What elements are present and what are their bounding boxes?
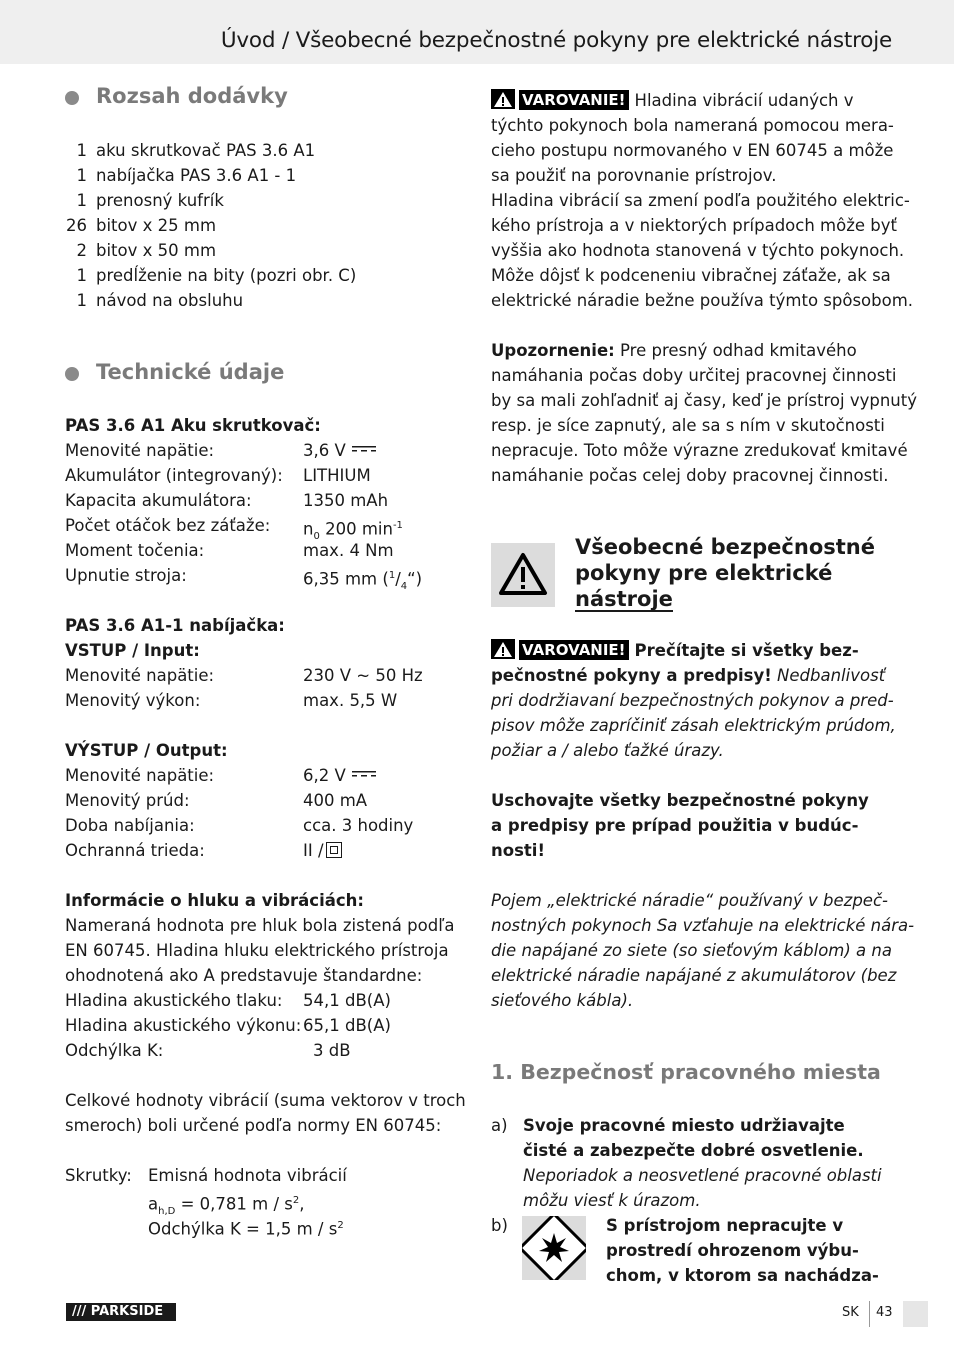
item-b-marker: b) [491,1216,508,1235]
scope-item: bitov x 25 mm [96,216,217,235]
screw-spec-value: 3,6 V [303,438,377,463]
explosion-hazard-icon [522,1216,586,1280]
vibration-line: smeroch) boli určené podľa normy EN 60745: [65,1116,442,1135]
noise-value: 65,1 dB(A) [303,1016,391,1035]
scope-qty: 1 [76,266,87,285]
scope-qty: 1 [76,166,87,185]
charger-title: PAS 3.6 A1-1 nabíjačka: [65,616,285,635]
scope-item: návod na obsluhu [96,291,244,310]
general-safety-heading: Všeobecné bezpečnostné pokyny pre elektrické nástroje [575,535,875,611]
output-spec-label: Ochranná trieda: [65,841,205,860]
scope-item: predĺženie na bity (pozri obr. C) [96,266,357,285]
screw-spec-value: $n_0$ 200 $\min^{-1}$ [303,519,403,542]
input-spec-label: Menovité napätie: [65,666,215,685]
item-a-marker: a) [491,1116,508,1135]
noise-title: Informácie o hluku a vibráciách: [65,891,364,910]
screw-spec-label: Počet otáčok bez záťaže: [65,516,271,535]
screw-spec-label: Kapacita akumulátora: [65,491,252,510]
screwdriver-title: PAS 3.6 A1 Aku skrutkovač: [65,416,321,435]
dc-symbol-icon [351,444,377,454]
output-spec-label: Menovitý prúd: [65,791,190,810]
scope-item: aku skrutkovač PAS 3.6 A1 [96,141,316,160]
input-title: VSTUP / Input: [65,641,200,660]
warning-1-line: cieho postupu normovaného v EN 60745 a môže [491,141,894,160]
input-spec-value: 230 V ~ 50 Hz [303,666,423,685]
warning-2-line: pri dodržiavaní bezpečnostných pokynov a pred- [491,691,894,710]
noise-label: Hladina akustického tlaku: [65,991,283,1010]
term-line: elektrické náradie napájané z akumulátorov (bez [491,966,897,985]
screw-spec-value: LITHIUM [303,466,371,485]
vibration-line1: Emisná hodnota vibrácií [148,1166,347,1185]
section-bullet [65,367,79,381]
warning-1-line: vyššia ako hodnota stanovená v týchto pokynoch. [491,241,905,260]
output-spec-value: cca. 3 hodiny [303,816,414,835]
output-spec-value: II / [303,838,342,863]
item-b-line1: S prístrojom nepracujte v [606,1216,844,1235]
section-bullet [65,91,79,105]
input-spec-value: max. 5,5 W [303,691,398,710]
warning-1-line: týchto pokynoch bola nameraná pomocou mera- [491,116,894,135]
output-spec-label: Menovité napätie: [65,766,215,785]
language-code: SK [842,1305,859,1320]
warning-2-line2: pečnostné pokyny a predpisy! Nedbanlivosť [491,666,886,685]
term-line: nostných pokynoch Sa vzťahuje na elektrické nára- [491,916,915,935]
term-line: Pojem „elektrické náradie“ používaný v bezpeč- [491,891,888,910]
note-line: namáhania počas doby určitej pracovnej činnosti [491,366,897,385]
scope-qty: 2 [76,241,87,260]
warning-badge: VAROVANIE! [519,90,629,110]
vibration-line: Celkové hodnoty vibrácií (suma vektorov v troch [65,1091,466,1110]
item-a-line4: môžu viesť k úrazom. [523,1191,701,1210]
screw-spec-label: Akumulátor (integrovaný): [65,466,283,485]
noise-line: Nameraná hodnota pre hluk bola zistená podľa [65,916,455,935]
tech-heading: Technické údaje [96,360,285,384]
item-a-line2: čisté a zabezpečte dobré osvetlenie. [523,1141,864,1160]
noise-line: ohodnotená ako A predstavuje štandardne: [65,966,423,985]
warning-triangle-icon [491,89,515,109]
vibration-line3: Odchýlka K = 1,5 m / $s^2$ [148,1219,344,1239]
warning-1: VAROVANIE! Hladina vibrácií udaných v [491,88,854,113]
scope-item: bitov x 50 mm [96,241,217,260]
page-title: Úvod / Všeobecné bezpečnostné pokyny pre elektrické nástroje [220,28,892,53]
output-spec-value: 400 mA [303,791,368,810]
item-b-line3: chom, v ktorom sa nachádza- [606,1266,879,1285]
warning-1-line: Môže dôjsť k podceneniu vibračnej záťaže, ak sa [491,266,891,285]
general-warning-icon [491,543,555,607]
scope-qty: 1 [76,141,87,160]
note-line: namáhanie počas celej doby pracovnej činnosti. [491,466,889,485]
footer-divider [869,1301,870,1327]
noise-value: 3 dB [313,1041,351,1060]
vibration-line2: $a_{h,D} = 0,781$ m / $s^2$, [148,1194,305,1217]
parkside-logo: /// PARKSIDE [66,1303,176,1321]
warning-1-line: sa použiť na porovnanie prístrojov. [491,166,777,185]
term-line: die napájané zo siete (so sieťovým káblom) a na [491,941,892,960]
keep-line: a predpisy pre prípad použitia v budúc- [491,816,859,835]
screw-spec-label: Menovité napätie: [65,441,215,460]
vibration-label: Skrutky: [65,1166,132,1185]
warning-triangle-icon [491,639,515,659]
item-a-line3: Neporiadok a neosvetlené pracovné oblasti [523,1166,882,1185]
dc-symbol-icon [351,769,377,779]
warning-1-line: elektrické náradie bežne používa týmto spôsobom. [491,291,914,310]
output-spec-label: Doba nabíjania: [65,816,195,835]
item-a-line1: Svoje pracovné miesto udržiavajte [523,1116,845,1135]
screw-spec-label: Moment točenia: [65,541,205,560]
noise-label: Odchýlka K: [65,1041,164,1060]
warning-2: VAROVANIE! Prečítajte si všetky bez- [491,638,859,663]
scope-heading: Rozsah dodávky [96,84,288,108]
screw-spec-value: max. 4 Nm [303,541,394,560]
footer-tab [903,1301,928,1327]
screw-spec-label: Upnutie stroja: [65,566,187,585]
page-number: 43 [876,1305,893,1320]
warning-2-line: pisov môže zapríčiniť zásah elektrickým prúdom, [491,716,896,735]
scope-qty: 1 [76,291,87,310]
note-1: Upozornenie: Pre presný odhad kmitavého [491,341,857,360]
warning-1-line: kého prístroja a v niektorých prípadoch môže byť [491,216,897,235]
noise-label: Hladina akustického výkonu: [65,1016,302,1035]
input-spec-label: Menovitý výkon: [65,691,201,710]
scope-qty: 1 [76,191,87,210]
output-spec-value: 6,2 V [303,763,377,788]
note-line: nepracuje. Toto môže výrazne zredukovať kmitavé [491,441,908,460]
screw-spec-value: 1350 mAh [303,491,389,510]
protection-class-icon [326,842,342,858]
workplace-heading: 1. Bezpečnosť pracovného miesta [491,1060,881,1084]
keep-line: Uschovajte všetky bezpečnostné pokyny [491,791,869,810]
warning-1-line: Hladina vibrácií sa zmení podľa použitého elektric- [491,191,910,210]
item-b-line2: prostredí ohrozenom výbu- [606,1241,859,1260]
keep-line: nosti! [491,841,545,860]
screw-spec-value: 6,35 mm $(^1/_4“)$ [303,569,423,592]
warning-badge: VAROVANIE! [519,640,629,660]
term-line: sieťového kábla). [491,991,634,1010]
scope-item: nabíjačka PAS 3.6 A1 - 1 [96,166,297,185]
scope-item: prenosný kufrík [96,191,224,210]
scope-qty: 26 [66,216,87,235]
noise-value: 54,1 dB(A) [303,991,391,1010]
warning-2-line: požiar a / alebo ťažké úrazy. [491,741,724,760]
noise-line: EN 60745. Hladina hluku elektrického prístroja [65,941,449,960]
note-line: resp. je síce zapnutý, ale sa s ním v skutočnosti [491,416,885,435]
output-title: VÝSTUP / Output: [65,741,228,760]
note-line: by sa mali zohľadniť aj časy, keď je prístroj vypnutý [491,391,917,410]
